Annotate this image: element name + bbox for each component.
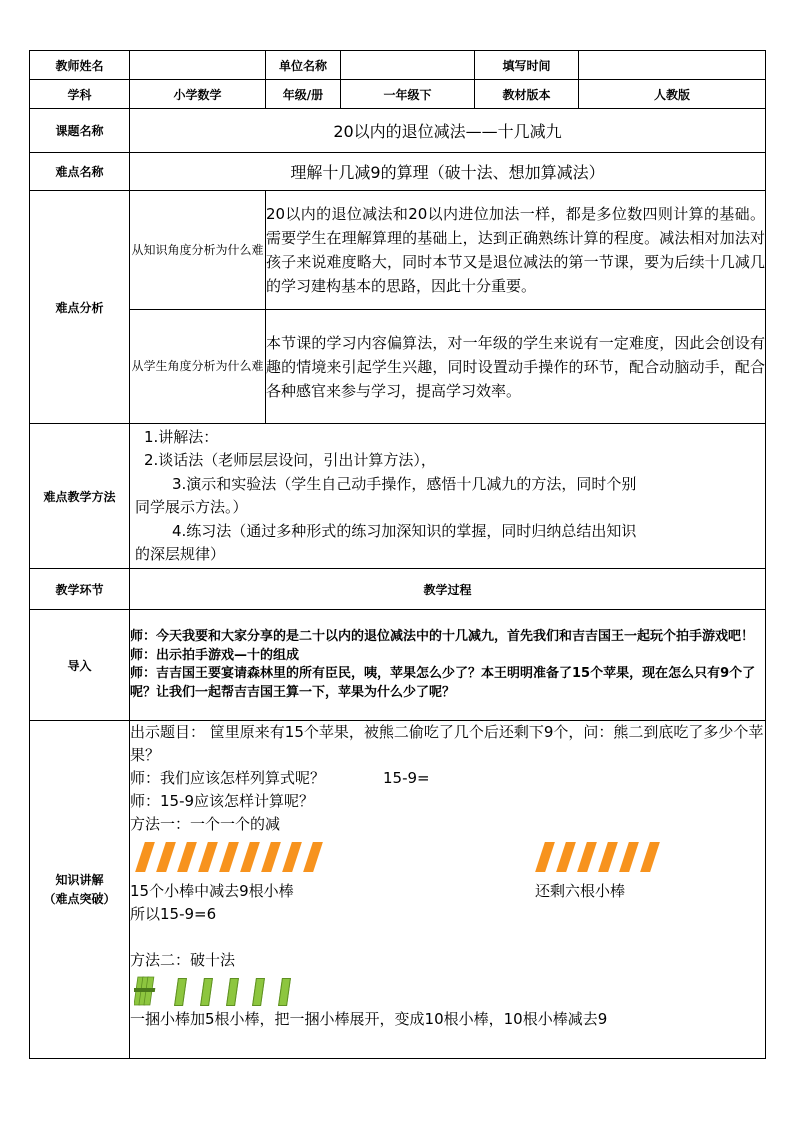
unit-value: [341, 51, 475, 80]
knowledge-label-line2: （难点突破）: [43, 891, 116, 906]
removed-sticks-group: [130, 836, 390, 880]
question-1-text: 师：我们应该怎样列算式呢？: [130, 769, 326, 787]
question-1-answer: 15-9=: [383, 769, 430, 787]
green-stick: [226, 978, 239, 1006]
method-1-title: 方法一：一个一个的减: [130, 815, 281, 833]
intro-line-2: 师：出示拍手游戏—十的组成: [130, 647, 300, 663]
orange-stick: [198, 842, 218, 872]
sticks-caption-row: [130, 880, 765, 903]
stage-header: 教学环节: [30, 569, 130, 610]
knowledge-content: [130, 721, 766, 1059]
orange-stick: [282, 842, 302, 872]
edition-value: 人教版: [579, 80, 766, 109]
knowledge-label-line1: 知识讲解: [55, 872, 104, 887]
orange-stick: [156, 842, 176, 872]
orange-stick: [219, 842, 239, 872]
method-2-text: 一捆小棒加5根小棒，把一捆小棒展开，变成10根小棒，10根小棒减去9: [130, 1010, 608, 1028]
edition-label: 教材版本: [475, 80, 579, 109]
methods-label: 难点教学方法: [30, 424, 130, 569]
lesson-plan-table: [29, 50, 766, 1059]
intro-line-1: 师：今天我要和大家分享的是二十以内的退位减法中的十几减九，首先我们和吉吉国王一起玩个拍手游戏吧！: [130, 629, 755, 644]
grade-label: 年级/册: [266, 80, 341, 109]
knowledge-angle-label: 从知识角度分析为什么难: [130, 191, 266, 310]
orange-sticks-row: [130, 836, 765, 880]
difficulty-value: 理解十几减9的算理（破十法、想加算减法）: [130, 153, 766, 191]
subject-value: 小学数学: [130, 80, 266, 109]
green-stick: [174, 978, 187, 1006]
date-label: 填写时间: [475, 51, 579, 80]
intro-line-3: 师：吉吉国王要宴请森林里的所有臣民，咦，苹果怎么少了？本王明明准备了15个苹果，现在怎么只有9个了呢？让我们一起帮吉吉国王算一下，苹果为什么少了呢？: [130, 666, 756, 700]
problem-text: 出示题目： 筐里原来有15个苹果，被熊二偷吃了几个后还剩下9个，问：熊二到底吃了多少个苹果？: [130, 723, 764, 764]
teacher-name-label: 教师姓名: [30, 51, 130, 80]
date-value: [579, 51, 766, 80]
green-sticks-row: [130, 972, 765, 1008]
intro-label: 导入: [30, 610, 130, 721]
intro-row: [30, 610, 766, 721]
analysis-label: 难点分析: [30, 191, 130, 424]
difficulty-label: 难点名称: [30, 153, 130, 191]
method-2-title: 方法二：破十法: [130, 951, 236, 969]
method-item-4-line1: 4.练习法（通过多种形式的练习加深知识的掌握，同时归纳总结出知识: [172, 521, 637, 540]
knowledge-angle-text: 20以内的退位减法和20以内进位加法一样，都是多位数四则计算的基础。需要学生在理解算理的基础上，达到正确熟练计算的程度。减法相对加法对孩子来说难度略大，同时本节又是退位减法的第一节课，要为后续十几减几的学习建构基本的思路，因此十分重要。: [266, 191, 766, 310]
analysis-row-student: [30, 310, 766, 424]
orange-stick: [240, 842, 260, 872]
topic-row: [30, 109, 766, 153]
header-row-1: [30, 51, 766, 80]
sticks-caption-left: 15个小棒中减去9根小棒: [130, 882, 294, 900]
knowledge-label: [30, 721, 130, 1059]
green-stick: [200, 978, 213, 1006]
process-header: 教学过程: [130, 569, 766, 610]
stick-bundle-icon: [134, 976, 158, 1006]
method-item-3-line2: 同学展示方法。）: [135, 498, 248, 516]
single-green-sticks-group: [170, 972, 330, 1008]
student-angle-text: 本节课的学习内容偏算法，对一年级的学生来说有一定难度，因此会创设有趣的情境来引起学生兴趣，同时设置动手操作的环节，配合动脑动手，配合各种感官来参与学习，提高学习效率。: [266, 310, 766, 424]
conclusion-text: 所以15-9=6: [130, 905, 217, 923]
methods-list: [130, 424, 766, 569]
blank-line: [130, 926, 765, 949]
teacher-name-value: [130, 51, 266, 80]
process-header-row: [30, 569, 766, 610]
orange-stick: [556, 842, 576, 872]
question-1: [130, 767, 765, 790]
sticks-caption-right: 还剩六根小棒: [535, 882, 626, 900]
topic-value: 20以内的退位减法——十几减九: [130, 109, 766, 153]
orange-stick: [577, 842, 597, 872]
question-2: 师：15-9应该怎样计算呢？: [130, 792, 315, 810]
orange-stick: [598, 842, 618, 872]
method-item-2: 2.谈话法（老师层层设问，引出计算方法），: [144, 451, 436, 469]
difficulty-row: [30, 153, 766, 191]
remaining-sticks-group: [530, 836, 730, 880]
method-item-4-line2: 的深层规律）: [135, 545, 226, 563]
unit-label: 单位名称: [266, 51, 341, 80]
orange-stick: [640, 842, 660, 872]
header-row-2: [30, 80, 766, 109]
green-stick: [252, 978, 265, 1006]
orange-stick: [303, 842, 323, 872]
grade-value: 一年级下: [341, 80, 475, 109]
method-item-3-line1: 3.演示和实验法（学生自己动手操作，感悟十几减九的方法，同时个别: [172, 474, 637, 493]
orange-stick: [177, 842, 197, 872]
knowledge-row: [30, 721, 766, 1059]
method-item-1: 1.讲解法：: [144, 427, 219, 446]
orange-stick: [135, 842, 155, 872]
topic-label: 课题名称: [30, 109, 130, 153]
orange-stick: [535, 842, 555, 872]
student-angle-label: 从学生角度分析为什么难: [130, 310, 266, 424]
orange-stick: [619, 842, 639, 872]
intro-content: [130, 610, 766, 721]
subject-label: 学科: [30, 80, 130, 109]
green-stick: [278, 978, 291, 1006]
analysis-row-knowledge: [30, 191, 766, 310]
methods-row: [30, 424, 766, 569]
orange-stick: [261, 842, 281, 872]
